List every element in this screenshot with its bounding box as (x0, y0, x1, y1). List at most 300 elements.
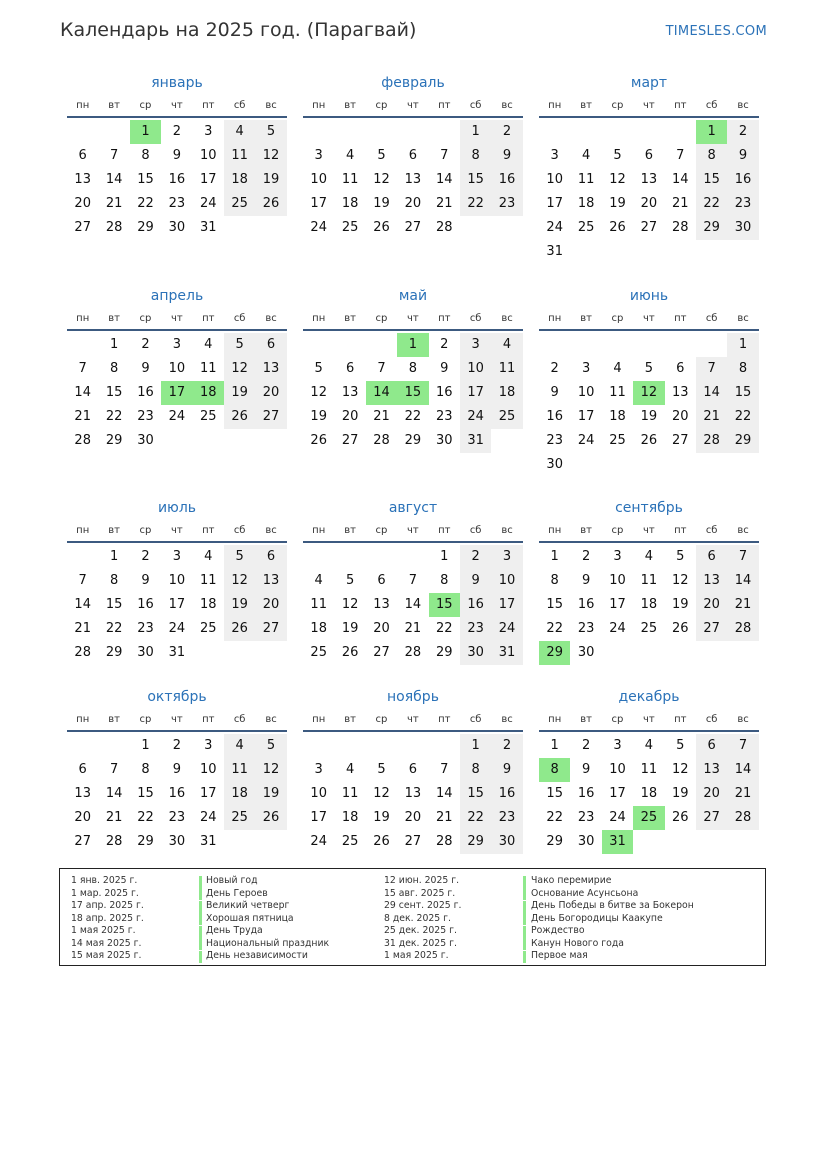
day-cell[interactable]: 28 (373, 433, 390, 448)
day-cell[interactable]: 26 (640, 433, 658, 448)
day-cell[interactable]: 15 (397, 381, 428, 405)
day-cell[interactable]: 9 (172, 148, 181, 163)
day-cell[interactable]: 19 (310, 409, 327, 424)
day-cell[interactable]: 18 (640, 786, 658, 801)
day-cell[interactable]: 3 (581, 361, 591, 376)
day-cell[interactable]: 18 (341, 196, 359, 211)
day-cell[interactable]: 9 (172, 762, 181, 777)
day-cell[interactable]: 13 (404, 786, 422, 801)
day-cell[interactable]: 9 (491, 144, 522, 168)
day-cell[interactable]: 14 (435, 172, 453, 187)
day-cell[interactable]: 15 (727, 381, 758, 405)
day-cell[interactable]: 17 (491, 593, 522, 617)
day-cell[interactable]: 12 (671, 762, 689, 777)
day-cell[interactable]: 12 (224, 569, 255, 593)
day-cell[interactable]: 19 (671, 597, 689, 612)
day-cell[interactable]: 22 (546, 621, 563, 636)
day-cell[interactable]: 12 (609, 172, 626, 187)
day-cell[interactable]: 3 (550, 148, 559, 163)
day-cell[interactable]: 9 (581, 762, 591, 777)
day-cell[interactable]: 4 (314, 573, 323, 588)
day-cell[interactable]: 8 (109, 361, 119, 376)
day-cell[interactable]: 23 (460, 617, 491, 641)
day-cell[interactable]: 19 (671, 786, 689, 801)
day-cell[interactable]: 10 (310, 172, 327, 187)
day-cell[interactable]: 8 (696, 144, 727, 168)
day-cell[interactable]: 30 (577, 645, 595, 660)
day-cell[interactable]: 5 (224, 545, 255, 569)
day-cell[interactable]: 13 (640, 172, 658, 187)
day-cell[interactable]: 2 (581, 738, 591, 753)
day-cell[interactable]: 11 (224, 758, 255, 782)
day-cell[interactable]: 5 (345, 573, 355, 588)
day-cell[interactable]: 29 (460, 830, 491, 854)
day-cell[interactable]: 2 (440, 337, 449, 352)
day-cell[interactable]: 7 (109, 148, 119, 163)
day-cell[interactable]: 11 (341, 172, 359, 187)
day-cell[interactable]: 24 (577, 433, 595, 448)
day-cell[interactable]: 9 (460, 569, 491, 593)
day-cell[interactable]: 5 (644, 361, 653, 376)
day-cell[interactable]: 16 (727, 168, 758, 192)
day-cell[interactable]: 28 (727, 617, 758, 641)
day-cell[interactable]: 27 (640, 220, 658, 235)
day-cell[interactable]: 13 (74, 786, 91, 801)
day-cell[interactable]: 18 (577, 196, 595, 211)
day-cell[interactable]: 24 (168, 621, 186, 636)
day-cell[interactable]: 1 (460, 734, 491, 758)
day-cell[interactable]: 4 (224, 120, 255, 144)
day-cell[interactable]: 31 (546, 244, 563, 259)
day-cell[interactable]: 13 (404, 172, 422, 187)
day-cell[interactable]: 28 (435, 834, 453, 849)
day-cell[interactable]: 27 (255, 405, 286, 429)
day-cell[interactable]: 10 (310, 786, 327, 801)
day-cell[interactable]: 19 (609, 196, 626, 211)
day-cell[interactable]: 22 (696, 192, 727, 216)
day-cell[interactable]: 7 (676, 148, 685, 163)
day-cell[interactable]: 6 (408, 762, 417, 777)
day-cell[interactable]: 29 (727, 429, 758, 453)
day-cell[interactable]: 18 (224, 168, 255, 192)
day-cell[interactable]: 5 (377, 148, 386, 163)
day-cell[interactable]: 10 (546, 172, 563, 187)
day-cell[interactable]: 28 (435, 220, 453, 235)
day-cell[interactable]: 4 (644, 549, 653, 564)
day-cell[interactable]: 16 (491, 168, 522, 192)
day-cell[interactable]: 4 (204, 337, 213, 352)
day-cell[interactable]: 6 (644, 148, 653, 163)
day-cell[interactable]: 31 (491, 641, 522, 665)
day-cell[interactable]: 6 (78, 148, 87, 163)
day-cell[interactable]: 29 (137, 834, 154, 849)
day-cell[interactable]: 3 (314, 148, 323, 163)
day-cell[interactable]: 27 (255, 617, 286, 641)
day-cell[interactable]: 25 (224, 192, 255, 216)
day-cell[interactable]: 13 (696, 569, 727, 593)
day-cell[interactable]: 9 (440, 361, 449, 376)
day-cell[interactable]: 28 (74, 433, 91, 448)
day-cell[interactable]: 2 (141, 549, 150, 564)
day-cell[interactable]: 30 (577, 834, 595, 849)
day-cell[interactable]: 9 (141, 361, 150, 376)
day-cell[interactable]: 1 (440, 549, 449, 564)
day-cell[interactable]: 4 (581, 148, 591, 163)
day-cell[interactable]: 27 (404, 834, 422, 849)
day-cell[interactable]: 17 (577, 409, 595, 424)
day-cell[interactable]: 6 (377, 573, 386, 588)
day-cell[interactable]: 25 (640, 621, 658, 636)
day-cell[interactable]: 11 (491, 357, 522, 381)
day-cell[interactable]: 4 (491, 333, 522, 357)
day-cell[interactable]: 4 (204, 549, 213, 564)
day-cell[interactable]: 27 (696, 617, 727, 641)
day-cell[interactable]: 21 (696, 405, 727, 429)
day-cell[interactable]: 3 (491, 545, 522, 569)
day-cell[interactable]: 15 (429, 593, 460, 617)
day-cell[interactable]: 26 (671, 810, 689, 825)
day-cell[interactable]: 16 (137, 385, 154, 400)
day-cell[interactable]: 8 (141, 148, 150, 163)
day-cell[interactable]: 20 (255, 381, 286, 405)
day-cell[interactable]: 1 (397, 333, 428, 357)
day-cell[interactable]: 15 (460, 168, 491, 192)
day-cell[interactable]: 22 (404, 409, 422, 424)
day-cell[interactable]: 23 (491, 806, 522, 830)
day-cell[interactable]: 7 (78, 573, 87, 588)
day-cell[interactable]: 20 (341, 409, 359, 424)
day-cell[interactable]: 1 (141, 738, 150, 753)
day-cell[interactable]: 17 (199, 172, 217, 187)
day-cell[interactable]: 22 (727, 405, 758, 429)
day-cell[interactable]: 26 (609, 220, 626, 235)
day-cell[interactable]: 14 (105, 172, 123, 187)
day-cell[interactable]: 15 (696, 168, 727, 192)
day-cell[interactable]: 18 (640, 597, 658, 612)
day-cell[interactable]: 14 (105, 786, 123, 801)
day-cell[interactable]: 5 (676, 738, 685, 753)
day-cell[interactable]: 25 (224, 806, 255, 830)
day-cell[interactable]: 23 (491, 192, 522, 216)
day-cell[interactable]: 17 (460, 381, 491, 405)
day-cell[interactable]: 22 (137, 810, 154, 825)
day-cell[interactable]: 10 (577, 385, 595, 400)
day-cell[interactable]: 10 (609, 573, 626, 588)
day-cell[interactable]: 18 (609, 409, 626, 424)
day-cell[interactable]: 1 (109, 549, 119, 564)
day-cell[interactable]: 6 (255, 333, 286, 357)
day-cell[interactable]: 30 (727, 216, 758, 240)
day-cell[interactable]: 1 (130, 120, 161, 144)
day-cell[interactable]: 4 (644, 738, 653, 753)
day-cell[interactable]: 24 (460, 405, 491, 429)
day-cell[interactable]: 25 (633, 806, 664, 830)
day-cell[interactable]: 23 (546, 433, 563, 448)
day-cell[interactable]: 2 (491, 734, 522, 758)
day-cell[interactable]: 24 (609, 810, 626, 825)
day-cell[interactable]: 19 (341, 621, 359, 636)
day-cell[interactable]: 15 (460, 782, 491, 806)
day-cell[interactable]: 26 (310, 433, 327, 448)
day-cell[interactable]: 30 (168, 834, 186, 849)
day-cell[interactable]: 28 (105, 834, 123, 849)
day-cell[interactable]: 24 (310, 834, 327, 849)
day-cell[interactable]: 22 (546, 810, 563, 825)
day-cell[interactable]: 16 (460, 593, 491, 617)
day-cell[interactable]: 22 (105, 621, 123, 636)
day-cell[interactable]: 24 (546, 220, 563, 235)
day-cell[interactable]: 28 (727, 806, 758, 830)
day-cell[interactable]: 20 (404, 196, 422, 211)
day-cell[interactable]: 29 (105, 645, 123, 660)
day-cell[interactable]: 26 (373, 220, 390, 235)
day-cell[interactable]: 25 (199, 409, 217, 424)
day-cell[interactable]: 11 (224, 144, 255, 168)
day-cell[interactable]: 3 (204, 124, 213, 139)
day-cell[interactable]: 19 (224, 381, 255, 405)
day-cell[interactable]: 17 (609, 597, 626, 612)
day-cell[interactable]: 26 (224, 617, 255, 641)
day-cell[interactable]: 20 (696, 593, 727, 617)
day-cell[interactable]: 13 (74, 172, 91, 187)
day-cell[interactable]: 31 (199, 220, 217, 235)
day-cell[interactable]: 14 (696, 381, 727, 405)
day-cell[interactable]: 23 (577, 621, 595, 636)
day-cell[interactable]: 25 (609, 433, 626, 448)
day-cell[interactable]: 18 (341, 810, 359, 825)
day-cell[interactable]: 19 (640, 409, 658, 424)
day-cell[interactable]: 14 (727, 758, 758, 782)
day-cell[interactable]: 22 (460, 806, 491, 830)
day-cell[interactable]: 7 (727, 734, 758, 758)
day-cell[interactable]: 26 (224, 405, 255, 429)
day-cell[interactable]: 11 (640, 573, 658, 588)
day-cell[interactable]: 13 (255, 357, 286, 381)
day-cell[interactable]: 28 (696, 429, 727, 453)
day-cell[interactable]: 30 (491, 830, 522, 854)
day-cell[interactable]: 5 (255, 120, 286, 144)
day-cell[interactable]: 3 (460, 333, 491, 357)
day-cell[interactable]: 28 (105, 220, 123, 235)
day-cell[interactable]: 2 (491, 120, 522, 144)
day-cell[interactable]: 21 (74, 621, 91, 636)
day-cell[interactable]: 20 (404, 810, 422, 825)
day-cell[interactable]: 3 (172, 337, 181, 352)
day-cell[interactable]: 31 (460, 429, 491, 453)
day-cell[interactable]: 27 (671, 433, 689, 448)
day-cell[interactable]: 26 (255, 806, 286, 830)
day-cell[interactable]: 16 (435, 385, 453, 400)
day-cell[interactable]: 29 (546, 834, 563, 849)
day-cell[interactable]: 3 (172, 549, 181, 564)
day-cell[interactable]: 30 (168, 220, 186, 235)
day-cell[interactable]: 17 (310, 810, 327, 825)
day-cell[interactable]: 24 (609, 621, 626, 636)
day-cell[interactable]: 15 (546, 786, 563, 801)
day-cell[interactable]: 27 (696, 806, 727, 830)
day-cell[interactable]: 9 (491, 758, 522, 782)
day-cell[interactable]: 8 (460, 144, 491, 168)
day-cell[interactable]: 4 (345, 148, 355, 163)
day-cell[interactable]: 17 (310, 196, 327, 211)
day-cell[interactable]: 13 (671, 385, 689, 400)
day-cell[interactable]: 10 (168, 573, 186, 588)
day-cell[interactable]: 2 (550, 361, 559, 376)
day-cell[interactable]: 27 (341, 433, 359, 448)
day-cell[interactable]: 25 (341, 220, 359, 235)
day-cell[interactable]: 6 (696, 545, 727, 569)
day-cell[interactable]: 21 (404, 621, 422, 636)
day-cell[interactable]: 12 (341, 597, 359, 612)
day-cell[interactable]: 5 (613, 148, 622, 163)
day-cell[interactable]: 12 (255, 758, 286, 782)
day-cell[interactable]: 18 (193, 381, 224, 405)
day-cell[interactable]: 11 (577, 172, 595, 187)
day-cell[interactable]: 11 (640, 762, 658, 777)
day-cell[interactable]: 11 (310, 597, 327, 612)
day-cell[interactable]: 20 (640, 196, 658, 211)
day-cell[interactable]: 20 (74, 196, 91, 211)
day-cell[interactable]: 21 (435, 810, 453, 825)
day-cell[interactable]: 19 (224, 593, 255, 617)
day-cell[interactable]: 14 (727, 569, 758, 593)
day-cell[interactable]: 10 (199, 148, 217, 163)
day-cell[interactable]: 24 (168, 409, 186, 424)
day-cell[interactable]: 14 (671, 172, 689, 187)
day-cell[interactable]: 17 (161, 381, 192, 405)
day-cell[interactable]: 28 (74, 645, 91, 660)
day-cell[interactable]: 7 (109, 762, 119, 777)
day-cell[interactable]: 5 (676, 549, 685, 564)
day-cell[interactable]: 16 (491, 782, 522, 806)
day-cell[interactable]: 8 (440, 573, 449, 588)
day-cell[interactable]: 21 (435, 196, 453, 211)
day-cell[interactable]: 22 (137, 196, 154, 211)
day-cell[interactable]: 14 (404, 597, 422, 612)
day-cell[interactable]: 29 (404, 433, 422, 448)
day-cell[interactable]: 18 (491, 381, 522, 405)
day-cell[interactable]: 6 (345, 361, 355, 376)
day-cell[interactable]: 12 (633, 381, 664, 405)
day-cell[interactable]: 25 (491, 405, 522, 429)
day-cell[interactable]: 8 (141, 762, 150, 777)
day-cell[interactable]: 12 (255, 144, 286, 168)
day-cell[interactable]: 29 (435, 645, 453, 660)
day-cell[interactable]: 9 (550, 385, 559, 400)
day-cell[interactable]: 22 (105, 409, 123, 424)
day-cell[interactable]: 25 (310, 645, 327, 660)
day-cell[interactable]: 10 (460, 357, 491, 381)
day-cell[interactable]: 23 (577, 810, 595, 825)
day-cell[interactable]: 21 (671, 196, 689, 211)
day-cell[interactable]: 10 (609, 762, 626, 777)
day-cell[interactable]: 19 (255, 782, 286, 806)
day-cell[interactable]: 16 (168, 172, 186, 187)
day-cell[interactable]: 25 (199, 621, 217, 636)
day-cell[interactable]: 20 (671, 409, 689, 424)
day-cell[interactable]: 6 (696, 734, 727, 758)
day-cell[interactable]: 3 (613, 738, 622, 753)
day-cell[interactable]: 11 (341, 786, 359, 801)
day-cell[interactable]: 23 (137, 621, 154, 636)
day-cell[interactable]: 14 (74, 385, 91, 400)
day-cell[interactable]: 13 (341, 385, 359, 400)
day-cell[interactable]: 29 (696, 216, 727, 240)
day-cell[interactable]: 30 (460, 641, 491, 665)
day-cell[interactable]: 15 (137, 786, 154, 801)
day-cell[interactable]: 22 (435, 621, 453, 636)
day-cell[interactable]: 6 (255, 545, 286, 569)
day-cell[interactable]: 18 (310, 621, 327, 636)
day-cell[interactable]: 8 (550, 573, 559, 588)
day-cell[interactable]: 23 (137, 409, 154, 424)
day-cell[interactable]: 7 (78, 361, 87, 376)
day-cell[interactable]: 23 (168, 810, 186, 825)
day-cell[interactable]: 1 (550, 549, 559, 564)
day-cell[interactable]: 28 (671, 220, 689, 235)
day-cell[interactable]: 1 (550, 738, 559, 753)
day-cell[interactable]: 23 (727, 192, 758, 216)
day-cell[interactable]: 12 (224, 357, 255, 381)
day-cell[interactable]: 5 (314, 361, 323, 376)
day-cell[interactable]: 15 (105, 385, 123, 400)
day-cell[interactable]: 27 (404, 220, 422, 235)
day-cell[interactable]: 7 (440, 148, 449, 163)
day-cell[interactable]: 18 (199, 597, 217, 612)
day-cell[interactable]: 19 (373, 810, 390, 825)
day-cell[interactable]: 8 (539, 758, 570, 782)
day-cell[interactable]: 4 (224, 734, 255, 758)
day-cell[interactable]: 21 (727, 593, 758, 617)
day-cell[interactable]: 21 (727, 782, 758, 806)
day-cell[interactable]: 2 (172, 738, 181, 753)
day-cell[interactable]: 11 (199, 573, 217, 588)
day-cell[interactable]: 27 (373, 645, 390, 660)
day-cell[interactable]: 24 (491, 617, 522, 641)
day-cell[interactable]: 29 (105, 433, 123, 448)
day-cell[interactable]: 25 (341, 834, 359, 849)
day-cell[interactable]: 20 (373, 621, 390, 636)
day-cell[interactable]: 3 (314, 762, 323, 777)
day-cell[interactable]: 6 (78, 762, 87, 777)
day-cell[interactable]: 2 (581, 549, 591, 564)
day-cell[interactable]: 24 (199, 810, 217, 825)
day-cell[interactable]: 1 (109, 337, 119, 352)
day-cell[interactable]: 15 (137, 172, 154, 187)
day-cell[interactable]: 1 (727, 333, 758, 357)
day-cell[interactable]: 31 (602, 830, 633, 854)
day-cell[interactable]: 30 (435, 433, 453, 448)
day-cell[interactable]: 17 (199, 786, 217, 801)
day-cell[interactable]: 6 (408, 148, 417, 163)
day-cell[interactable]: 12 (310, 385, 327, 400)
day-cell[interactable]: 25 (577, 220, 595, 235)
day-cell[interactable]: 5 (224, 333, 255, 357)
day-cell[interactable]: 16 (577, 786, 595, 801)
day-cell[interactable]: 30 (137, 645, 154, 660)
day-cell[interactable]: 7 (440, 762, 449, 777)
day-cell[interactable]: 26 (373, 834, 390, 849)
day-cell[interactable]: 31 (199, 834, 217, 849)
day-cell[interactable]: 14 (74, 597, 91, 612)
day-cell[interactable]: 10 (168, 361, 186, 376)
day-cell[interactable]: 14 (435, 786, 453, 801)
day-cell[interactable]: 9 (141, 573, 150, 588)
day-cell[interactable]: 16 (577, 597, 595, 612)
day-cell[interactable]: 2 (141, 337, 150, 352)
day-cell[interactable]: 29 (539, 641, 570, 665)
day-cell[interactable]: 30 (137, 433, 154, 448)
